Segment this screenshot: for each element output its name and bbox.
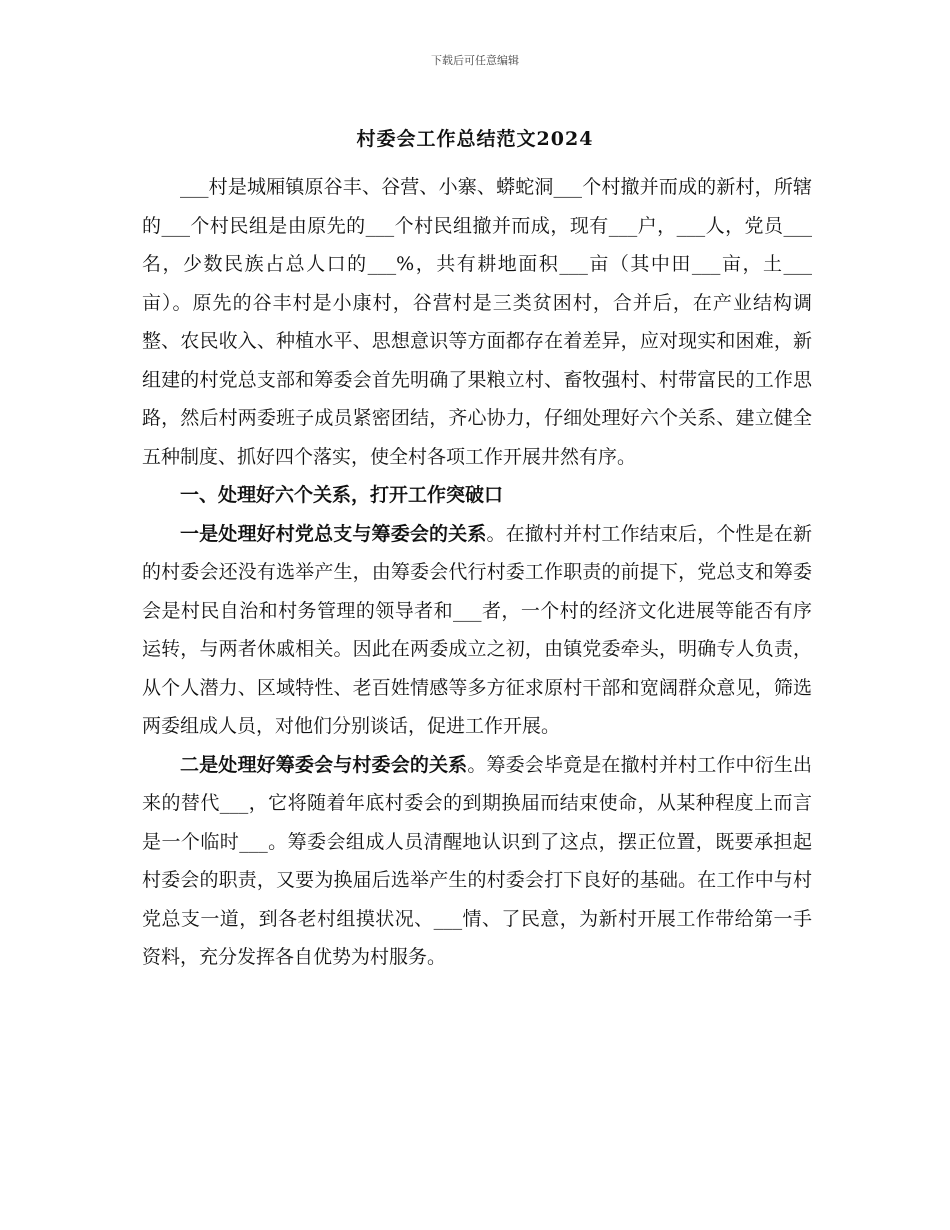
item-2-text: 。筹委会毕竟是在撤村并村工作中衍生出来的替代___，它将随着年底村委会的到期换届而结束使命，从某种程度上而言是一个临时___。筹委会组成人员清醒地认识到了这点，摆正位置，既要承担起村委会的职责，又要为换届后选举产生的村委会打下良好的基础。在工作中与村党总支一道，到各老村组摸状况、___情、了民意，为新村开展工作带给第一手资料，充分发挥各自优势为村服务。	[142, 753, 812, 968]
item-1-lead: 一是处理好村党总支与筹委会的关系	[180, 522, 487, 545]
section-heading: 一、处理好六个关系，打开工作突破口	[180, 484, 504, 506]
item-paragraph-2	[142, 746, 812, 977]
document-title: 村委会工作总结范文2024	[356, 128, 594, 150]
item-paragraph-1	[142, 515, 812, 746]
item-2-lead: 二是处理好筹委会与村委会的关系	[180, 753, 468, 776]
item-1-text: 。在撤村并村工作结束后，个性是在新的村委会还没有选举产生，由筹委会代行村委工作职责的前提下，党总支和筹委会是村民自治和村务管理的领导者和___者，一个村的经济文化进展等能否有序运转，与两者休戚相关。因此在两委成立之初，由镇党委牵头，明确专人负责，从个人潜力、区域特性、老百姓情感等多方征求原村干部和宽阔群众意见，筛选两委组成人员，对他们分别谈话，促进工作开展。	[142, 522, 812, 737]
page-header: 下载后可任意编辑	[431, 54, 519, 67]
intro-paragraph: ___村是城厢镇原谷丰、谷营、小寨、蟒蛇洞___个村撤并而成的新村，所辖的___个村民组是由原先的___个村民组撤并而成，现有___户，___人，党员___名，少数民族占总人口的___%，共有耕地面积___亩（其中田___亩，土___亩）。原先的谷丰村是小康村，谷营村是三类贫困村，合并后，在产业结构调整、农民收入、种植水平、思想意识等方面都存在着差异，应对现实和困难，新组建的村党总支部和筹委会首先明确了果粮立村、畜牧强村、村带富民的工作思路，然后村两委班子成员紧密团结，齐心协力，仔细处理好六个关系、建立健全五种制度、抓好四个落实，使全村各项工作开展井然有序。	[142, 176, 812, 468]
document-body	[142, 168, 812, 977]
